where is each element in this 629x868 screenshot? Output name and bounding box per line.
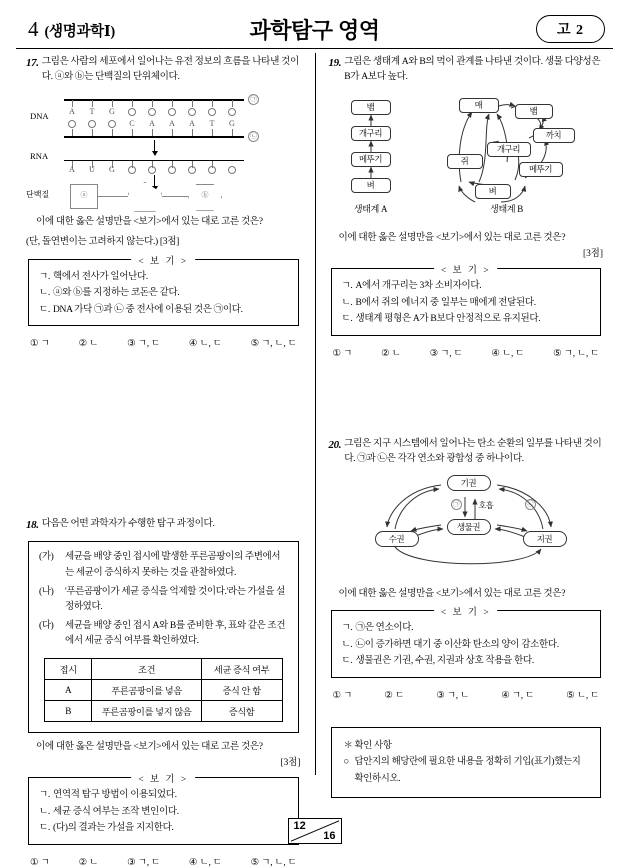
bogi-mark: ㄱ. <box>341 623 353 634</box>
question-19-number: 19. <box>328 57 342 69</box>
question-20 <box>329 437 604 701</box>
choice-text: ㄱ <box>40 857 50 868</box>
table-header-condition: 조건 <box>92 658 201 679</box>
notice-bullet-icon: ○ <box>343 757 349 768</box>
question-19-points: [3점] <box>583 249 603 260</box>
translation-arrow <box>154 175 155 190</box>
choice-2[interactable] <box>381 345 401 359</box>
rna-base-2: U <box>89 164 95 174</box>
question-18-stem: 다음은 어떤 과학자가 수행한 탐구 과정이다. <box>41 518 215 530</box>
dna-top-base-2: T <box>89 106 95 116</box>
choice-1[interactable] <box>333 687 353 701</box>
choice-text: ㄱ, ㄷ <box>511 690 534 701</box>
bogi-text: B에서 쥐의 에너지 중 일부는 매에게 전달된다. <box>355 297 536 308</box>
node-b-snake: 뱀 <box>515 104 553 119</box>
right-column <box>315 55 614 831</box>
question-18-bogi-item-2 <box>39 804 288 821</box>
question-18-bogi-box <box>28 774 299 845</box>
step-text: '푸른곰팡이가 세균 증식을 억제할 것이다.'라는 가설을 설정하였다. <box>65 586 285 612</box>
dna-top-circle-4 <box>128 108 136 116</box>
question-20-number: 20. <box>328 438 342 451</box>
experiment-table <box>44 658 283 722</box>
protein-unit-a-label: ⓐ <box>80 190 88 199</box>
grade-badge: 고 2 <box>536 15 605 43</box>
bogi-mark: ㄱ. <box>39 271 50 282</box>
choice-number: ③ <box>127 339 136 350</box>
procedure-step-na <box>39 585 288 615</box>
table-header-row <box>44 658 282 679</box>
bogi-mark: ㄷ. <box>341 314 353 325</box>
choice-text: ㄴ, ㄷ <box>502 348 525 359</box>
question-20-header <box>329 437 604 467</box>
dna-bottom-base-9: G <box>229 118 235 128</box>
question-17-choices <box>26 332 301 349</box>
bogi-text: 핵에서 전사가 일어난다. <box>53 271 148 282</box>
header-left-group <box>28 17 115 42</box>
node-b-magpie: 까치 <box>533 128 575 143</box>
choice-number: ① <box>30 857 39 868</box>
question-18-choices <box>26 851 301 868</box>
choice-number: ⑤ <box>566 690 575 701</box>
choice-5[interactable] <box>566 687 599 701</box>
question-19-stem: 그림은 생태계 A와 B의 먹이 관계를 나타낸 것이다. 생물 다양성은 B가 A보다 높다. <box>344 56 601 82</box>
bogi-text: 연역적 탐구 방법이 이용되었다. <box>53 789 177 800</box>
cycle-node-geosphere: 지권 <box>523 531 567 547</box>
cell-growth-a: 증식 안 함 <box>201 679 282 700</box>
rna-row-label: RNA <box>30 150 49 161</box>
step-label: (다) <box>39 621 54 632</box>
question-17 <box>26 55 301 349</box>
choice-text: ㄴ, ㄷ <box>199 857 222 868</box>
page-header <box>0 0 629 48</box>
choice-text: ㄱ, ㄴ <box>446 690 469 701</box>
protein-connector-right <box>162 196 188 197</box>
question-20-bogi-box <box>331 610 602 678</box>
choice-number: ① <box>332 348 341 359</box>
question-17-bogi-box <box>28 256 299 327</box>
protein-unit-b-label: ⓑ <box>201 190 209 199</box>
choice-number: ② <box>381 348 390 359</box>
choice-1[interactable] <box>30 335 50 349</box>
choice-3[interactable] <box>430 345 463 359</box>
question-20-bogi-item-3 <box>342 653 591 670</box>
choice-4[interactable] <box>189 335 222 349</box>
dna-bottom-circle-1 <box>68 120 76 128</box>
choice-2[interactable] <box>384 687 404 701</box>
question-17-header <box>26 55 301 85</box>
step-label: (가) <box>39 552 54 563</box>
bogi-text: 세균 증식 여부는 조작 변인이다. <box>53 806 179 817</box>
step-text: 세균을 배양 중인 접시 A와 B를 준비한 후, 표와 같은 조건에서 세균 증식 여부를 확인하였다. <box>65 621 286 647</box>
choice-text: ㄱ, ㄷ <box>440 348 463 359</box>
cycle-node-biosphere: 생물권 <box>447 519 491 535</box>
choice-text: ㄴ, ㄷ <box>199 339 222 350</box>
node-a-frog: 개구리 <box>351 126 391 141</box>
choice-number: ④ <box>188 857 198 868</box>
cycle-tag-b: ㉡ <box>525 499 536 510</box>
rna-circle-6 <box>168 166 176 174</box>
table-header-dish: 접시 <box>44 658 92 679</box>
question-17-bogi-item-2 <box>39 285 288 302</box>
node-b-frog: 개구리 <box>487 142 531 157</box>
choice-4[interactable] <box>501 687 534 701</box>
total-page-number: 16 <box>323 830 336 842</box>
choice-5[interactable] <box>251 335 297 349</box>
question-20-bogi-item-2 <box>342 637 591 654</box>
choice-text: ㄱ, ㄷ <box>137 339 160 350</box>
question-18 <box>26 517 301 867</box>
choice-number: ① <box>332 690 341 701</box>
caption-ecosystem-a: 생태계 A <box>353 203 388 214</box>
question-18-procedure-box <box>28 541 299 732</box>
dna-bottom-base-5: A <box>149 118 155 128</box>
page-number-box <box>288 818 342 844</box>
step-label: (나) <box>39 586 54 597</box>
choice-3[interactable] <box>127 854 160 868</box>
question-17-bogi-item-3 <box>39 302 288 319</box>
choice-text: ㄴ <box>89 339 99 350</box>
dna-top-backbone <box>64 99 244 101</box>
node-b-grasshopper: 메뚜기 <box>519 162 563 177</box>
rna-circle-4 <box>128 166 136 174</box>
choice-5[interactable] <box>251 854 297 868</box>
dna-top-circle-5 <box>148 108 156 116</box>
procedure-step-ga <box>39 550 288 580</box>
step-text: 세균을 배양 중인 접시에 발생한 푸른곰팡이의 주변에서는 세균이 증식하지 못하는 것을 관찰하였다. <box>65 552 281 578</box>
rna-circle-7 <box>188 166 196 174</box>
dna-top-base-1: A <box>69 106 75 116</box>
bogi-text: A에서 개구리는 3차 소비자이다. <box>355 281 482 292</box>
choice-text: ㄱ <box>343 690 353 701</box>
choice-text: ㄴ <box>391 348 401 359</box>
question-18-number: 18. <box>26 519 39 532</box>
cell-condition-b: 푸른곰팡이를 넣지 않음 <box>92 700 201 721</box>
choice-number: ② <box>78 857 87 868</box>
choice-text: ㄱ <box>343 348 353 359</box>
choice-number: ⑤ <box>553 348 562 359</box>
dna-top-circle-7 <box>188 108 196 116</box>
question-20-bogi-label: < 보 기 > <box>434 604 498 618</box>
choice-2[interactable] <box>79 335 99 349</box>
procedure-step-da <box>39 619 288 649</box>
question-19-figure <box>329 90 604 225</box>
cycle-label-respiration: 호흡 <box>478 500 494 510</box>
protein-connector-left <box>98 196 128 197</box>
question-20-bogi-item-1 <box>342 620 591 637</box>
notice-title-row <box>344 738 589 754</box>
choice-number: ① <box>30 339 39 350</box>
dna-strand-tag-bottom: ㉡ <box>248 131 259 142</box>
rna-circle-8 <box>208 166 216 174</box>
node-a-snake: 뱀 <box>351 100 391 115</box>
bogi-mark: ㄱ. <box>39 789 50 800</box>
choice-text: ㄱ, ㄷ <box>137 857 160 868</box>
question-20-stem: 그림은 지구 시스템에서 일어나는 탄소 순환의 일부를 나타낸 것이다. ㉠과 ㉡은 각각 연소와 광합성 중 하나이다. <box>344 437 602 464</box>
bogi-text: (다)의 결과는 가설을 지지한다. <box>53 823 174 834</box>
bogi-mark: ㄴ. <box>39 288 50 299</box>
question-17-number: 17. <box>26 57 39 69</box>
rna-base-3: G <box>109 164 115 174</box>
bogi-text: 생물권은 기권, 수권, 지권과 상호 작용을 한다. <box>355 656 534 667</box>
dna-bottom-circle-3 <box>108 120 116 128</box>
question-18-points: [3점] <box>280 757 301 768</box>
notice-item-text: 답안지의 해당란에 필요한 내용을 정확히 기입(표기)했는지 확인하시오. <box>354 757 581 784</box>
question-17-ask: 이에 대한 옳은 설명만을 <보기>에서 있는 대로 고른 것은? <box>36 215 263 227</box>
dna-top-base-3: G <box>109 106 115 116</box>
question-19-bogi-box <box>331 268 602 336</box>
question-19-choices <box>329 342 604 359</box>
node-a-rice: 벼 <box>351 178 391 193</box>
rna-base-1: A <box>69 164 75 174</box>
question-19-ask: 이에 대한 옳은 설명만을 <보기>에서 있는 대로 고른 것은? <box>338 231 566 243</box>
dna-top-circle-8 <box>208 108 216 116</box>
question-18-bogi-label: < 보 기 > <box>131 771 195 785</box>
dna-bottom-circle-2 <box>88 120 96 128</box>
dna-top-circle-9 <box>228 108 236 116</box>
table-row <box>44 700 282 721</box>
choice-number: ② <box>384 690 393 701</box>
choice-number: ④ <box>188 339 198 350</box>
question-17-ask2: (단, 돌연변이는 고려하지 않는다.) [3점] <box>26 236 179 248</box>
table-row <box>44 679 282 700</box>
node-b-rice: 벼 <box>475 184 511 199</box>
question-18-ask: 이에 대한 옳은 설명만을 <보기>에서 있는 대로 고른 것은? <box>36 740 263 752</box>
choice-number: ⑤ <box>250 857 259 868</box>
question-19-bogi-item-1 <box>342 278 591 295</box>
cycle-tag-a: ㉠ <box>451 499 462 510</box>
choice-text: ㄴ, ㄷ <box>576 690 599 701</box>
bogi-text: ㉡이 증가하면 대기 중 이산화 탄소의 양이 감소한다. <box>355 639 559 650</box>
bogi-mark: ㄴ. <box>341 639 353 650</box>
current-page-number: 12 <box>293 820 306 832</box>
question-17-stem: 그림은 사람의 세포에서 일어나는 유전 정보의 흐름을 나타낸 것이다. ⓐ와 ⓑ는 단백질의 단위체이다. <box>41 56 299 82</box>
cell-condition-a: 푸른곰팡이를 넣음 <box>92 679 201 700</box>
cell-dish-a: A <box>44 679 92 700</box>
question-20-figure <box>329 471 604 581</box>
question-17-bogi-item-1 <box>39 269 288 286</box>
choice-1[interactable] <box>30 854 50 868</box>
question-18-bogi-item-3 <box>39 820 288 837</box>
bogi-mark: ㄷ. <box>39 823 50 834</box>
question-20-ask: 이에 대한 옳은 설명만을 <보기>에서 있는 대로 고른 것은? <box>338 587 566 599</box>
choice-4[interactable] <box>491 345 524 359</box>
rna-backbone <box>64 160 244 161</box>
dna-bottom-base-4: C <box>129 118 135 128</box>
choice-number: ② <box>78 339 87 350</box>
choice-text: ㄱ, ㄴ, ㄷ <box>563 348 599 359</box>
question-19-bogi-item-2 <box>342 295 591 312</box>
notice-title: 확인 사항 <box>354 740 392 751</box>
question-19-header <box>329 55 604 85</box>
caption-ecosystem-b: 생태계 B <box>490 203 523 214</box>
table-header-growth: 세균 증식 여부 <box>201 658 282 679</box>
question-19-bogi-item-3 <box>342 311 591 328</box>
cycle-node-atmosphere: 기권 <box>447 475 491 491</box>
choice-number: ④ <box>501 690 510 701</box>
bogi-mark: ㄱ. <box>341 281 353 292</box>
dna-strand-tag-top: ㉠ <box>248 94 259 105</box>
bogi-text: ⓐ와 ⓑ를 지정하는 코돈은 같다. <box>53 288 180 299</box>
node-b-mouse: 쥐 <box>447 154 483 169</box>
question-18-bogi-item-1 <box>39 787 288 804</box>
choice-number: ③ <box>127 857 136 868</box>
choice-3[interactable] <box>436 687 469 701</box>
dna-bottom-base-8: T <box>209 118 215 128</box>
rna-circle-5 <box>148 166 156 174</box>
dna-row-label: DNA <box>30 110 49 121</box>
dna-top-circle-6 <box>168 108 176 116</box>
question-19-bogi-label: < 보 기 > <box>434 262 498 276</box>
question-19 <box>329 55 604 359</box>
bogi-mark: ㄷ. <box>39 304 50 315</box>
choice-text: ㄷ <box>395 690 404 701</box>
choice-number: ③ <box>436 690 445 701</box>
transcription-arrow <box>154 140 155 155</box>
choice-4[interactable] <box>189 854 222 868</box>
cycle-node-hydrosphere: 수권 <box>375 531 419 547</box>
question-17-figure <box>26 89 301 209</box>
rna-circle-9 <box>228 166 236 174</box>
dna-bottom-base-7: A <box>189 118 195 128</box>
notice-item-row <box>344 754 589 787</box>
notice-asterisk-icon: ＊ <box>343 740 353 751</box>
question-18-header <box>26 517 301 534</box>
choice-number: ④ <box>491 348 500 359</box>
cell-dish-b: B <box>44 700 92 721</box>
choice-text: ㄱ <box>40 339 50 350</box>
page-title: 과학탐구 영역 <box>249 17 380 43</box>
choice-text: ㄴ <box>89 857 99 868</box>
choice-5[interactable] <box>553 345 599 359</box>
header-subject: (생명과학Ⅰ) <box>44 23 115 40</box>
choice-text: ㄱ, ㄴ, ㄷ <box>261 339 297 350</box>
confirmation-notice <box>331 727 602 798</box>
node-b-hawk: 매 <box>459 98 499 113</box>
question-17-bogi-label: < 보 기 > <box>131 253 195 267</box>
node-a-grasshopper: 메뚜기 <box>351 152 391 167</box>
choice-number: ③ <box>429 348 438 359</box>
header-page-label: 4 <box>28 16 39 41</box>
cell-growth-b: 증식함 <box>201 700 282 721</box>
bogi-mark: ㄷ. <box>341 656 353 667</box>
choice-text: ㄱ, ㄴ, ㄷ <box>261 857 297 868</box>
bogi-mark: ㄴ. <box>341 297 353 308</box>
question-20-choices <box>329 684 604 701</box>
bogi-mark: ㄴ. <box>39 806 50 817</box>
choice-1[interactable] <box>333 345 353 359</box>
bogi-text: 생태계 평형은 A가 B보다 안정적으로 유지된다. <box>355 314 541 325</box>
bogi-text: ㉠은 연소이다. <box>355 623 414 634</box>
choice-2[interactable] <box>79 854 99 868</box>
dna-bottom-base-6: A <box>169 118 175 128</box>
bogi-text: DNA 가닥 ㉠과 ㉡ 중 전사에 이용된 것은 ㉠이다. <box>53 304 243 315</box>
left-column <box>16 55 315 868</box>
protein-row-label: 단백질 <box>26 189 50 199</box>
choice-3[interactable] <box>127 335 160 349</box>
dna-bottom-backbone <box>64 136 244 138</box>
choice-number: ⑤ <box>250 339 259 350</box>
